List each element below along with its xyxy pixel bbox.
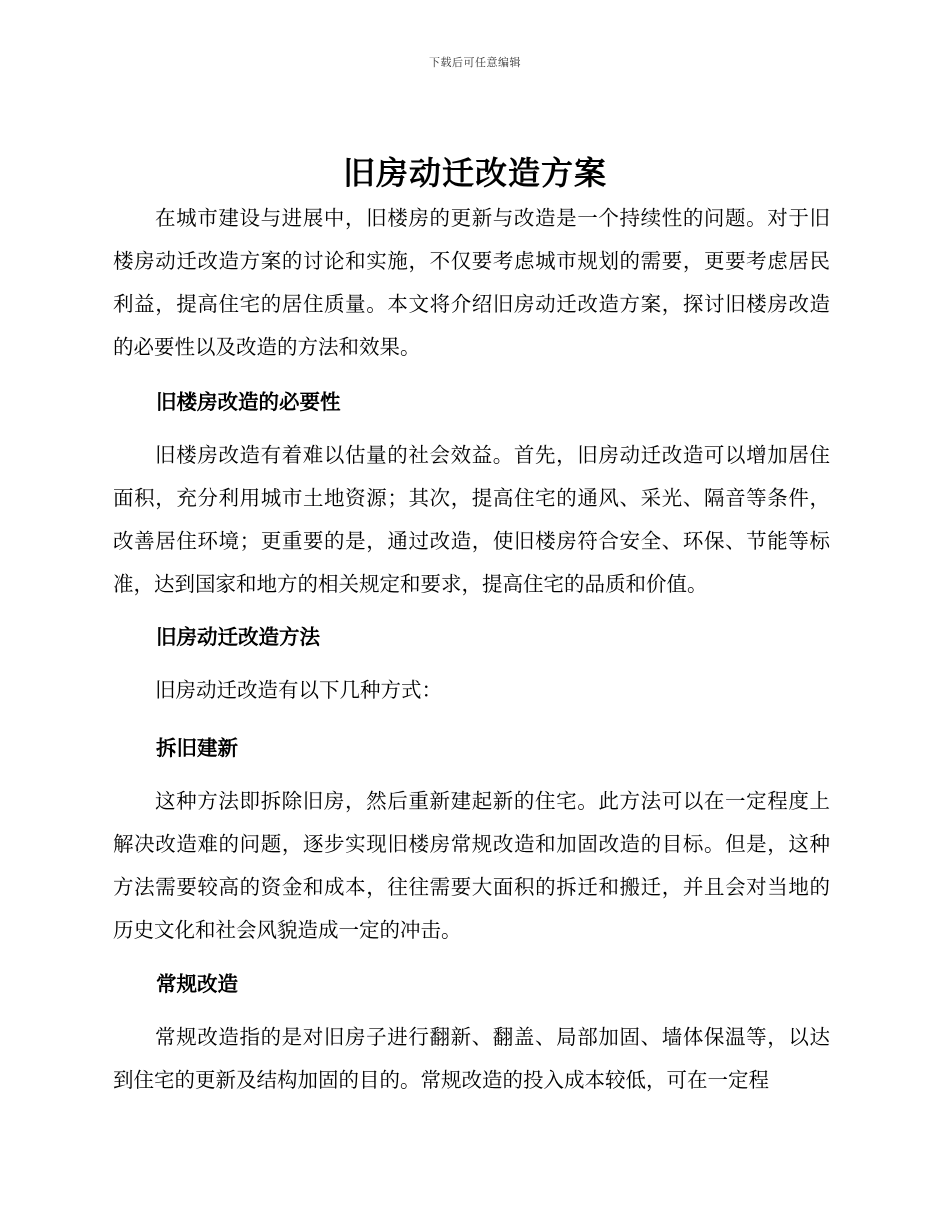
heading-rebuild: 拆旧建新	[156, 736, 238, 760]
document-title: 旧房动迁改造方案	[342, 154, 607, 192]
regular-paragraph: 常规改造指的是对旧房子进行翻新、翻盖、局部加固、墙体保温等，以达到住宅的更新及结构加固的目的。常规改造的投入成本较低，可在一定程	[113, 1025, 830, 1092]
intro-paragraph: 在城市建设与进展中，旧楼房的更新与改造是一个持续性的问题。对于旧楼房动迁改造方案的讨论和实施，不仅要考虑城市规划的需要，更要考虑居民利益，提高住宅的居住质量。本文将介绍旧房动迁改造方案，探讨旧楼房改造的必要性以及改造的方法和效果。	[113, 206, 830, 359]
heading-methods: 旧房动迁改造方法	[156, 625, 320, 649]
heading-necessity: 旧楼房改造的必要性	[156, 390, 341, 414]
page-header-note: 下载后可任意编辑	[429, 56, 521, 69]
methods-intro-paragraph: 旧房动迁改造有以下几种方式：	[155, 678, 442, 702]
heading-regular: 常规改造	[156, 972, 238, 996]
rebuild-paragraph: 这种方法即拆除旧房，然后重新建起新的住宅。此方法可以在一定程度上解决改造难的问题，逐步实现旧楼房常规改造和加固改造的目标。但是，这种方法需要较高的资金和成本，往往需要大面积的拆迁和搬迁，并且会对当地的历史文化和社会风貌造成一定的冲击。	[113, 789, 830, 942]
necessity-paragraph: 旧楼房改造有着难以估量的社会效益。首先，旧房动迁改造可以增加居住面积，充分利用城市土地资源；其次，提高住宅的通风、采光、隔音等条件，改善居住环境；更重要的是，通过改造，使旧楼房符合安全、环保、节能等标准，达到国家和地方的相关规定和要求，提高住宅的品质和价值。	[113, 443, 830, 596]
